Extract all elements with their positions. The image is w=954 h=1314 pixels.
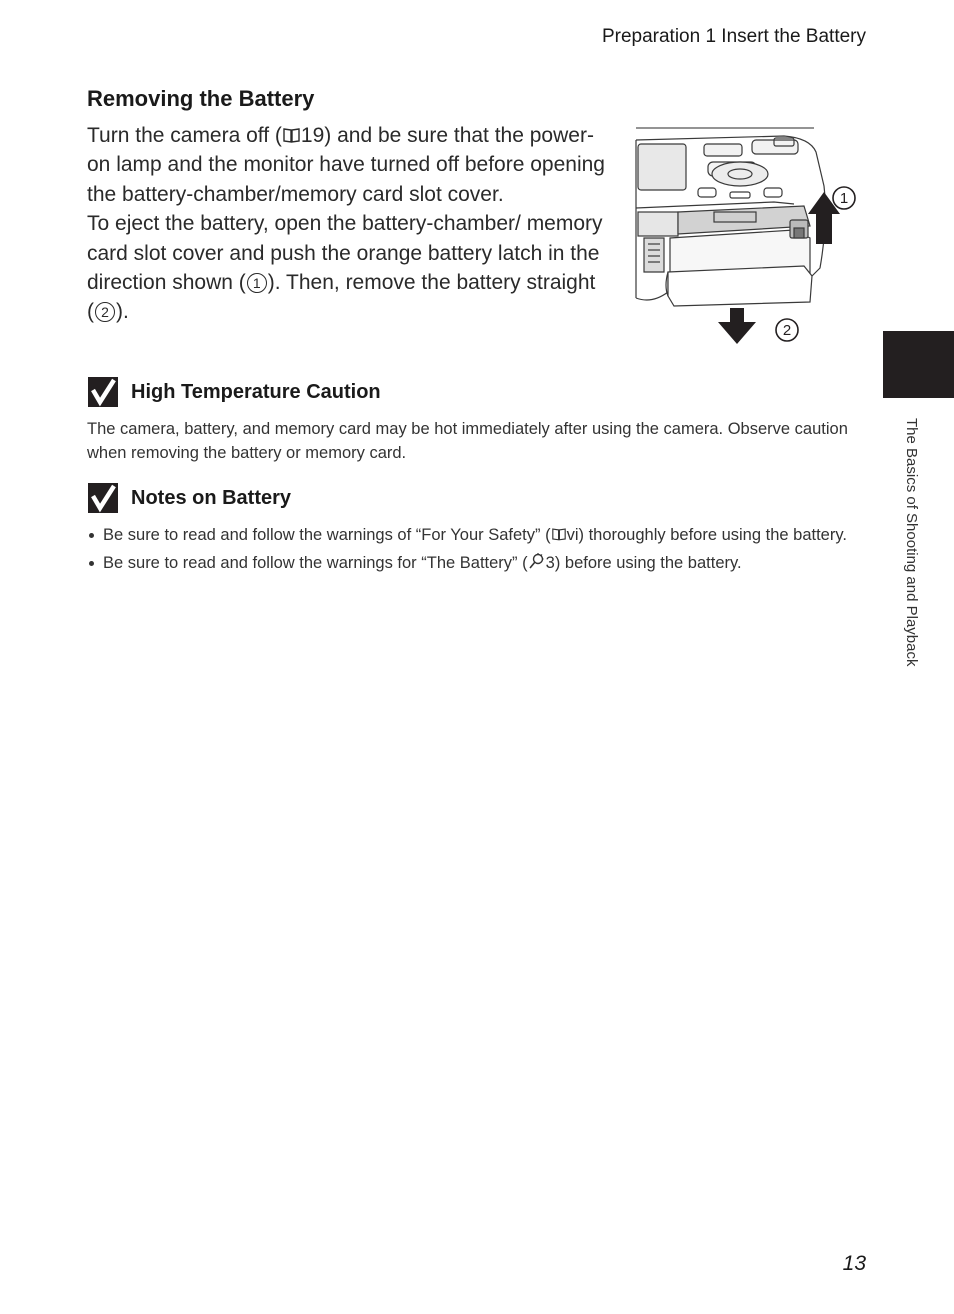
note-body: The camera, battery, and memory card may be hot immediately after using the camera. Observe caution when removing the battery or memory card.: [87, 420, 848, 462]
chapter-label: The Basics of Shooting and Playback: [903, 418, 920, 667]
callout-2-label: 2: [782, 322, 792, 339]
remove-arrow: [718, 308, 756, 344]
check-mark-icon: [87, 376, 119, 408]
chapter-tab[interactable]: [883, 331, 954, 398]
note-high-temperature: [87, 375, 867, 465]
battery-removal-illustration: [634, 126, 866, 350]
step-1-marker: 1: [247, 273, 267, 293]
page-ref[interactable]: vi: [566, 526, 579, 544]
list-item: Be sure to read and follow the warnings for “The Battery” ( 3) before using the battery.: [87, 551, 867, 575]
note-title: Notes on Battery: [131, 486, 292, 509]
tips-icon: [529, 553, 545, 569]
book-icon: [552, 527, 566, 541]
intro-paragraph-1: Turn the camera off ( 19) and be sure that the power-on lamp and the monitor have turned off before opening the battery-chamber/memory card slot cover.: [87, 124, 605, 206]
section-title: Removing the Battery: [87, 86, 315, 111]
step-2-marker: 2: [95, 302, 115, 322]
list-item: Be sure to read and follow the warnings of “For Your Safety” ( vi) thoroughly before using the battery.: [87, 523, 867, 547]
intro-paragraph-2: To eject the battery, open the battery-chamber/ memory card slot cover and push the orange battery latch in the direction shown ( 1 ). Then, remove the battery straight ( 2 ).: [87, 212, 603, 324]
book-icon: [283, 127, 300, 143]
check-mark-icon: [87, 482, 119, 514]
battery-drawing: [666, 266, 812, 306]
page-ref[interactable]: 19: [300, 124, 325, 147]
page-ref[interactable]: 3: [545, 554, 555, 572]
intro-text: [87, 121, 607, 327]
callout-1-label: 1: [839, 190, 849, 207]
bullet-list: [87, 523, 867, 575]
page-number: 13: [842, 1252, 866, 1275]
note-title: High Temperature Caution: [131, 380, 381, 403]
running-header: Preparation 1 Insert the Battery: [601, 26, 866, 47]
note-battery: [87, 481, 867, 579]
